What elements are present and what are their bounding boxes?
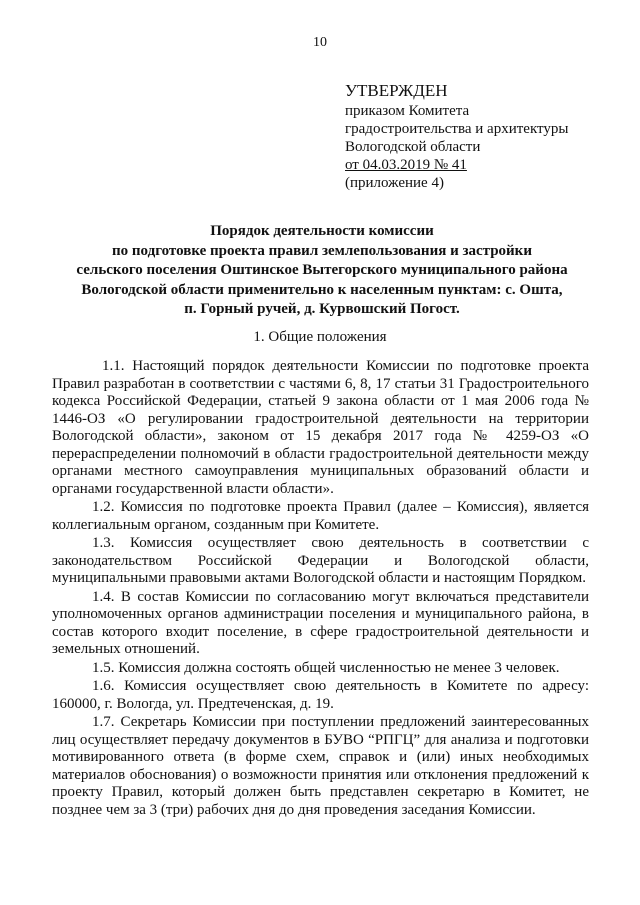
title-line: Вологодской области применительно к населенным пунктам: с. Ошта,: [81, 281, 563, 298]
paragraph-1-2: 1.2. Комиссия по подготовке проекта Правил (далее – Комиссия), является коллегиальным органом, созданным при Комитете.: [52, 499, 589, 533]
paragraph-1-4: 1.4. В состав Комиссии по согласованию могут включаться представители уполномоченных органов администрации поселения и муниципального района, в состав которого входит поселение, в сфере градостроительной деятельности и земельных отношений.: [52, 588, 589, 657]
paragraph-1-6: 1.6. Комиссия осуществляет свою деятельность в Комитете по адресу: 160000, г. Вологда, ул. Предтеченская, д. 19.: [52, 678, 589, 712]
title-line: п. Горный ручей, д. Курвошский Погост.: [184, 301, 460, 317]
approval-stamp: УТВЕРЖДЕН: [345, 81, 448, 100]
approval-date: от 04.03.2019 № 41: [345, 157, 467, 173]
paragraph-1-3: 1.3. Комиссия осуществляет свою деятельность в соответствии с законодательством Российской Федерации и Вологодской области, муниципальными правовыми актами Вологодской области и настоящим Порядком.: [52, 535, 589, 586]
title-line: сельского поселения Оштинское Вытегорского муниципального района: [76, 262, 568, 278]
section-heading: 1. Общие положения: [253, 329, 387, 345]
approval-block: [345, 82, 630, 192]
approval-appendix: (приложение 4): [345, 175, 444, 191]
paragraph-1-5: 1.5. Комиссия должна состоять общей численностью не менее 3 человек.: [92, 659, 560, 676]
document-body: [52, 358, 589, 820]
title-line: по подготовке проекта правил землепользования и застройки: [112, 242, 532, 259]
approval-line: градостроительства и архитектуры: [345, 121, 569, 137]
document-title: [52, 222, 592, 320]
page-number: 10: [313, 35, 327, 50]
paragraph-1-7: 1.7. Секретарь Комиссии при поступлении предложений заинтересованных лиц осуществляет передачу документов в БУВО “РПГЦ” для анализа и подготовки мотивированного ответа (в форме схем, справок и (или) иных необходимых материалов обоснования) о возможности принятия или отклонения предложений к проекту Правил, который должен быть представлен секретарю в Комитет, не позднее чем за 3 (три) рабочих дня до дня проведения заседания Комиссии.: [52, 714, 589, 818]
title-line: Порядок деятельности комиссии: [210, 223, 434, 239]
approval-line: Вологодской области: [345, 139, 481, 155]
paragraph-1-1: 1.1. Настоящий порядок деятельности Комиссии по подготовке проекта Правил разработан в соответствии с частями 6, 8, 17 статьи 31 Градостроительного кодекса Российской Федерации, статьей 9 закона области от 1 мая 2006 года № 1446-ОЗ «О регулировании градостроительной деятельности на территории Вологодской области», законом от 15 декабря 2017 года № 4259-ОЗ «О перераспределении полномочий в области градостроительной деятельности между органами местного самоуправления муниципальных образований области и органами государственной власти области».: [52, 358, 589, 497]
approval-line: приказом Комитета: [345, 103, 470, 119]
